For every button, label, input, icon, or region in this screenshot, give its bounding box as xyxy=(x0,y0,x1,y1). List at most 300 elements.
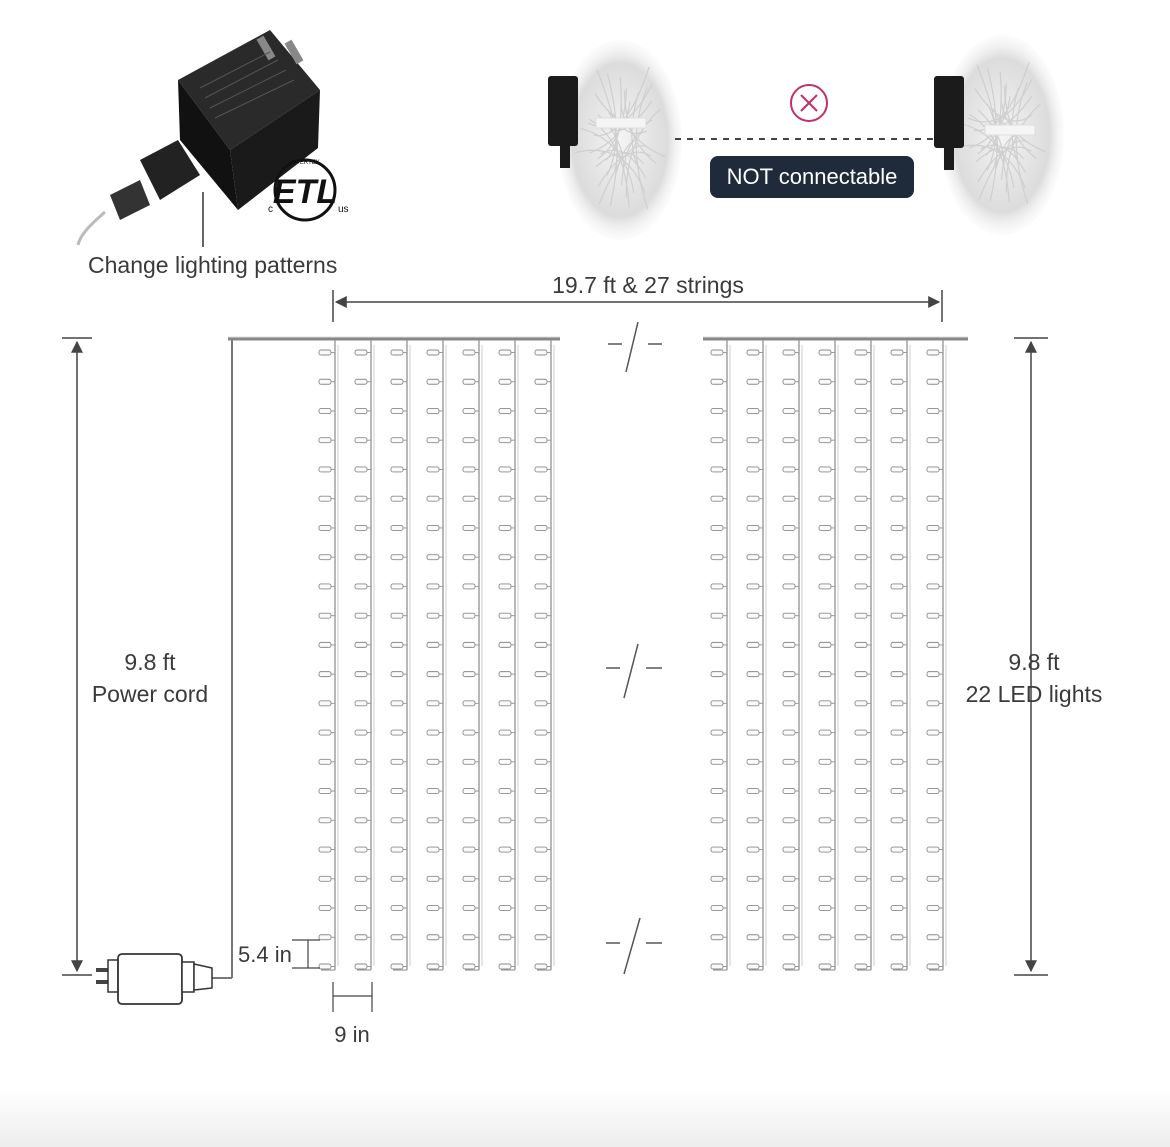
led-bulb xyxy=(427,818,439,823)
led-bulb xyxy=(819,672,831,677)
led-bulb xyxy=(427,525,439,530)
led-bulb xyxy=(319,701,331,706)
led-bulb xyxy=(783,672,795,677)
led-bulb xyxy=(747,759,759,764)
led-bulb xyxy=(499,789,511,794)
led-bulb xyxy=(499,701,511,706)
led-bulb xyxy=(391,730,403,735)
led-bulb xyxy=(927,876,939,881)
led-bulb xyxy=(711,906,723,911)
led-bulb xyxy=(927,496,939,501)
led-bulb xyxy=(355,467,367,472)
led-bulb xyxy=(927,935,939,940)
led-bulb xyxy=(319,642,331,647)
led-bulb xyxy=(783,379,795,384)
led-bulb xyxy=(499,964,511,969)
led-bulb xyxy=(463,642,475,647)
led-bulb xyxy=(463,964,475,969)
led-bulb xyxy=(783,847,795,852)
led-bulb xyxy=(819,935,831,940)
led-bulb xyxy=(891,789,903,794)
led-bulb xyxy=(891,847,903,852)
led-bulb xyxy=(927,408,939,413)
led-bulb xyxy=(747,701,759,706)
led-bulb xyxy=(747,876,759,881)
led-bulb xyxy=(783,467,795,472)
string-spacing-dimension xyxy=(333,982,372,1047)
led-bulb xyxy=(463,906,475,911)
led-bulb xyxy=(855,906,867,911)
led-bulb xyxy=(783,906,795,911)
led-bulb xyxy=(427,584,439,589)
light-string-left-2 xyxy=(355,340,374,970)
cert-top: INTERTEK xyxy=(290,160,320,166)
led-bulb xyxy=(747,525,759,530)
led-bulb xyxy=(319,438,331,443)
light-bundle-right xyxy=(934,35,1064,235)
led-bulb xyxy=(819,525,831,530)
led-bulb xyxy=(319,672,331,677)
led-bulb xyxy=(711,672,723,677)
led-bulb xyxy=(711,789,723,794)
led-bulb xyxy=(855,438,867,443)
led-bulb xyxy=(427,408,439,413)
led-bulb xyxy=(927,642,939,647)
led-bulb xyxy=(747,584,759,589)
led-bulb xyxy=(391,847,403,852)
led-bulb xyxy=(891,876,903,881)
led-bulb xyxy=(711,701,723,706)
led-bulb xyxy=(891,350,903,355)
led-bulb xyxy=(855,584,867,589)
led-bulb xyxy=(427,701,439,706)
led-bulb xyxy=(463,525,475,530)
led-bulb xyxy=(319,847,331,852)
led-bulb xyxy=(499,525,511,530)
led-bulb xyxy=(855,379,867,384)
led-bulb xyxy=(499,935,511,940)
light-string-left-1 xyxy=(319,340,338,970)
led-bulb xyxy=(855,642,867,647)
led-bulb xyxy=(855,789,867,794)
led-bulb xyxy=(427,789,439,794)
led-bulb xyxy=(463,876,475,881)
led-bulb xyxy=(463,759,475,764)
led-bulb xyxy=(747,350,759,355)
led-bulb xyxy=(711,408,723,413)
light-string-right-3 xyxy=(783,340,802,970)
led-bulb xyxy=(891,730,903,735)
led-bulb xyxy=(355,672,367,677)
led-bulb xyxy=(855,672,867,677)
led-bulb xyxy=(355,438,367,443)
led-bulb xyxy=(499,876,511,881)
led-bulb xyxy=(927,906,939,911)
led-bulb xyxy=(855,350,867,355)
power-adapter xyxy=(78,30,320,247)
led-bulb xyxy=(355,613,367,618)
not-connectable-badge xyxy=(710,156,914,198)
led-bulb xyxy=(391,906,403,911)
led-bulb xyxy=(535,759,547,764)
led-bulb xyxy=(891,818,903,823)
led-bulb xyxy=(927,964,939,969)
led-bulb xyxy=(463,730,475,735)
led-bulb xyxy=(783,876,795,881)
led-bulb xyxy=(927,759,939,764)
led-bulb xyxy=(891,525,903,530)
led-bulb xyxy=(319,935,331,940)
led-bulb xyxy=(535,935,547,940)
led-bulb xyxy=(747,408,759,413)
led-bulb xyxy=(711,438,723,443)
led-bulb xyxy=(819,759,831,764)
led-bulb xyxy=(427,350,439,355)
light-string-left-4 xyxy=(427,340,446,970)
width-dimension xyxy=(333,272,942,322)
led-bulb xyxy=(391,408,403,413)
led-bulb xyxy=(891,935,903,940)
led-bulb xyxy=(499,759,511,764)
led-bulb xyxy=(711,847,723,852)
led-bulb xyxy=(819,408,831,413)
led-bulb xyxy=(535,672,547,677)
led-bulb xyxy=(855,730,867,735)
led-bulb xyxy=(535,555,547,560)
strand-label: 22 LED lights xyxy=(965,681,1103,707)
led-bulb xyxy=(855,935,867,940)
led-bulb xyxy=(355,525,367,530)
led-bulb xyxy=(783,555,795,560)
led-bulb xyxy=(535,876,547,881)
led-bulb xyxy=(819,613,831,618)
led-bulb xyxy=(463,555,475,560)
led-bulb xyxy=(855,818,867,823)
led-bulb xyxy=(891,642,903,647)
led-bulb xyxy=(747,906,759,911)
led-bulb xyxy=(499,642,511,647)
led-bulb xyxy=(463,438,475,443)
led-bulb xyxy=(783,642,795,647)
led-bulb xyxy=(355,876,367,881)
led-bulb xyxy=(927,730,939,735)
led-bulb xyxy=(319,555,331,560)
cord-length: 9.8 ft xyxy=(124,649,176,675)
led-bulb xyxy=(535,584,547,589)
led-bulb xyxy=(499,438,511,443)
led-bulb xyxy=(927,818,939,823)
led-bulb xyxy=(319,379,331,384)
led-bulb xyxy=(319,613,331,618)
led-bulb xyxy=(819,701,831,706)
led-bulb xyxy=(499,584,511,589)
top-rail-right xyxy=(703,337,968,339)
led-bulb xyxy=(463,379,475,384)
light-string-right-7 xyxy=(927,340,946,970)
led-bulb xyxy=(927,525,939,530)
led-bulb xyxy=(783,584,795,589)
x-circle-icon xyxy=(791,85,827,121)
led-bulb xyxy=(783,496,795,501)
led-bulb xyxy=(463,496,475,501)
led-bulb xyxy=(427,555,439,560)
led-bulb xyxy=(855,613,867,618)
led-bulb xyxy=(747,467,759,472)
led-bulb xyxy=(463,584,475,589)
led-bulb xyxy=(535,730,547,735)
top-rail-left xyxy=(228,337,560,339)
led-bulb xyxy=(463,467,475,472)
led-bulb xyxy=(747,379,759,384)
led-bulb xyxy=(535,379,547,384)
led-bulb xyxy=(355,642,367,647)
led-bulb xyxy=(711,818,723,823)
led-bulb xyxy=(427,467,439,472)
break-symbol-middle xyxy=(606,644,662,698)
led-bulb xyxy=(819,438,831,443)
led-bulb xyxy=(747,964,759,969)
led-bulb xyxy=(711,642,723,647)
led-bulb xyxy=(499,408,511,413)
cert-suffix: us xyxy=(338,204,349,215)
led-bulb xyxy=(783,730,795,735)
led-bulb xyxy=(819,789,831,794)
led-bulb xyxy=(391,379,403,384)
led-bulb xyxy=(391,876,403,881)
led-bulb xyxy=(711,525,723,530)
led-bulb xyxy=(427,642,439,647)
light-string-right-6 xyxy=(891,340,910,970)
led-bulb xyxy=(463,613,475,618)
led-bulb xyxy=(535,438,547,443)
led-bulb xyxy=(927,789,939,794)
led-bulb xyxy=(535,525,547,530)
led-bulb xyxy=(535,847,547,852)
break-symbol-top xyxy=(608,322,662,372)
led-bulb xyxy=(427,438,439,443)
string-spacing-label: 9 in xyxy=(334,1022,370,1047)
led-bulb xyxy=(747,818,759,823)
power-cord xyxy=(210,340,232,978)
led-bulb xyxy=(535,496,547,501)
light-strings xyxy=(319,340,946,970)
bulb-spacing-dimension xyxy=(238,940,320,968)
led-bulb xyxy=(499,730,511,735)
led-bulb xyxy=(427,672,439,677)
led-bulb xyxy=(783,964,795,969)
led-bulb xyxy=(499,818,511,823)
led-bulb xyxy=(783,759,795,764)
led-bulb xyxy=(747,438,759,443)
led-bulb xyxy=(535,642,547,647)
led-bulb xyxy=(319,759,331,764)
led-bulb xyxy=(783,818,795,823)
led-bulb xyxy=(391,467,403,472)
led-bulb xyxy=(891,467,903,472)
led-bulb xyxy=(355,847,367,852)
bulb-spacing-label: 5.4 in xyxy=(238,942,292,967)
led-bulb xyxy=(855,408,867,413)
led-bulb xyxy=(747,672,759,677)
led-bulb xyxy=(855,876,867,881)
led-bulb xyxy=(463,408,475,413)
light-string-right-4 xyxy=(819,340,838,970)
led-bulb xyxy=(855,555,867,560)
led-bulb xyxy=(499,906,511,911)
led-bulb xyxy=(891,906,903,911)
led-bulb xyxy=(355,408,367,413)
led-bulb xyxy=(427,906,439,911)
light-string-left-3 xyxy=(391,340,410,970)
led-bulb xyxy=(427,876,439,881)
led-bulb xyxy=(819,847,831,852)
led-bulb xyxy=(891,496,903,501)
led-bulb xyxy=(499,672,511,677)
led-bulb xyxy=(427,964,439,969)
led-bulb xyxy=(747,613,759,618)
led-bulb xyxy=(391,672,403,677)
bottom-fade xyxy=(0,1090,1170,1147)
led-bulb xyxy=(783,350,795,355)
led-bulb xyxy=(711,964,723,969)
led-bulb xyxy=(927,613,939,618)
led-bulb xyxy=(927,350,939,355)
led-bulb xyxy=(891,964,903,969)
led-bulb xyxy=(819,876,831,881)
cert-prefix: c xyxy=(268,204,273,215)
led-bulb xyxy=(319,350,331,355)
led-bulb xyxy=(319,408,331,413)
led-bulb xyxy=(927,847,939,852)
led-bulb xyxy=(855,847,867,852)
light-string-left-6 xyxy=(499,340,518,970)
led-bulb xyxy=(535,789,547,794)
led-bulb xyxy=(927,584,939,589)
led-bulb xyxy=(463,672,475,677)
led-bulb xyxy=(427,496,439,501)
led-bulb xyxy=(819,642,831,647)
led-bulb xyxy=(927,555,939,560)
led-bulb xyxy=(463,789,475,794)
led-bulb xyxy=(891,759,903,764)
led-bulb xyxy=(319,584,331,589)
light-string-right-5 xyxy=(855,340,874,970)
led-bulb xyxy=(891,672,903,677)
led-bulb xyxy=(927,379,939,384)
led-bulb xyxy=(535,350,547,355)
led-bulb xyxy=(427,847,439,852)
led-bulb xyxy=(499,496,511,501)
led-bulb xyxy=(819,467,831,472)
led-bulb xyxy=(711,613,723,618)
led-bulb xyxy=(319,876,331,881)
led-bulb xyxy=(819,584,831,589)
led-bulb xyxy=(319,789,331,794)
led-bulb xyxy=(711,467,723,472)
led-bulb xyxy=(819,818,831,823)
led-bulb xyxy=(463,350,475,355)
led-bulb xyxy=(391,438,403,443)
led-bulb xyxy=(355,379,367,384)
led-bulb xyxy=(319,730,331,735)
not-connectable-label: NOT connectable xyxy=(726,164,898,189)
led-bulb xyxy=(355,935,367,940)
cord-label: Power cord xyxy=(91,681,209,707)
led-bulb xyxy=(319,496,331,501)
led-bulb xyxy=(747,847,759,852)
led-bulb xyxy=(463,847,475,852)
led-bulb xyxy=(535,906,547,911)
led-bulb xyxy=(819,555,831,560)
led-bulb xyxy=(355,584,367,589)
led-bulb xyxy=(819,964,831,969)
led-bulb xyxy=(427,613,439,618)
led-bulb xyxy=(391,555,403,560)
light-string-right-2 xyxy=(747,340,766,970)
led-bulb xyxy=(391,525,403,530)
led-bulb xyxy=(891,408,903,413)
led-bulb xyxy=(711,730,723,735)
led-bulb xyxy=(391,789,403,794)
led-bulb xyxy=(891,555,903,560)
led-bulb xyxy=(783,701,795,706)
led-bulb xyxy=(427,730,439,735)
led-bulb xyxy=(535,467,547,472)
led-bulb xyxy=(891,584,903,589)
led-bulb xyxy=(855,525,867,530)
led-bulb xyxy=(535,818,547,823)
led-bulb xyxy=(355,906,367,911)
led-bulb xyxy=(747,789,759,794)
led-bulb xyxy=(319,964,331,969)
led-bulb xyxy=(427,379,439,384)
led-bulb xyxy=(355,496,367,501)
break-symbol-bottom xyxy=(606,918,662,974)
led-bulb xyxy=(499,613,511,618)
width-label: 19.7 ft & 27 strings xyxy=(552,272,744,298)
led-bulb xyxy=(391,964,403,969)
led-bulb xyxy=(855,701,867,706)
led-bulb xyxy=(711,935,723,940)
light-string-left-7 xyxy=(535,340,554,970)
led-bulb xyxy=(711,496,723,501)
led-bulb xyxy=(855,964,867,969)
led-bulb xyxy=(819,496,831,501)
led-bulb xyxy=(783,613,795,618)
led-bulb xyxy=(783,408,795,413)
led-bulb xyxy=(391,613,403,618)
cert-mark: ETL xyxy=(272,173,338,211)
led-bulb xyxy=(391,584,403,589)
led-bulb xyxy=(747,496,759,501)
light-string-left-5 xyxy=(463,340,482,970)
led-bulb xyxy=(319,525,331,530)
led-bulb xyxy=(927,467,939,472)
led-bulb xyxy=(927,672,939,677)
led-bulb xyxy=(711,759,723,764)
led-bulb xyxy=(855,467,867,472)
led-bulb xyxy=(783,789,795,794)
led-bulb xyxy=(391,496,403,501)
led-bulb xyxy=(711,555,723,560)
led-bulb xyxy=(891,379,903,384)
strand-length: 9.8 ft xyxy=(1008,649,1060,675)
led-bulb xyxy=(535,964,547,969)
led-bulb xyxy=(355,964,367,969)
led-bulb xyxy=(747,935,759,940)
led-bulb xyxy=(391,350,403,355)
power-plug-icon xyxy=(96,954,212,1004)
